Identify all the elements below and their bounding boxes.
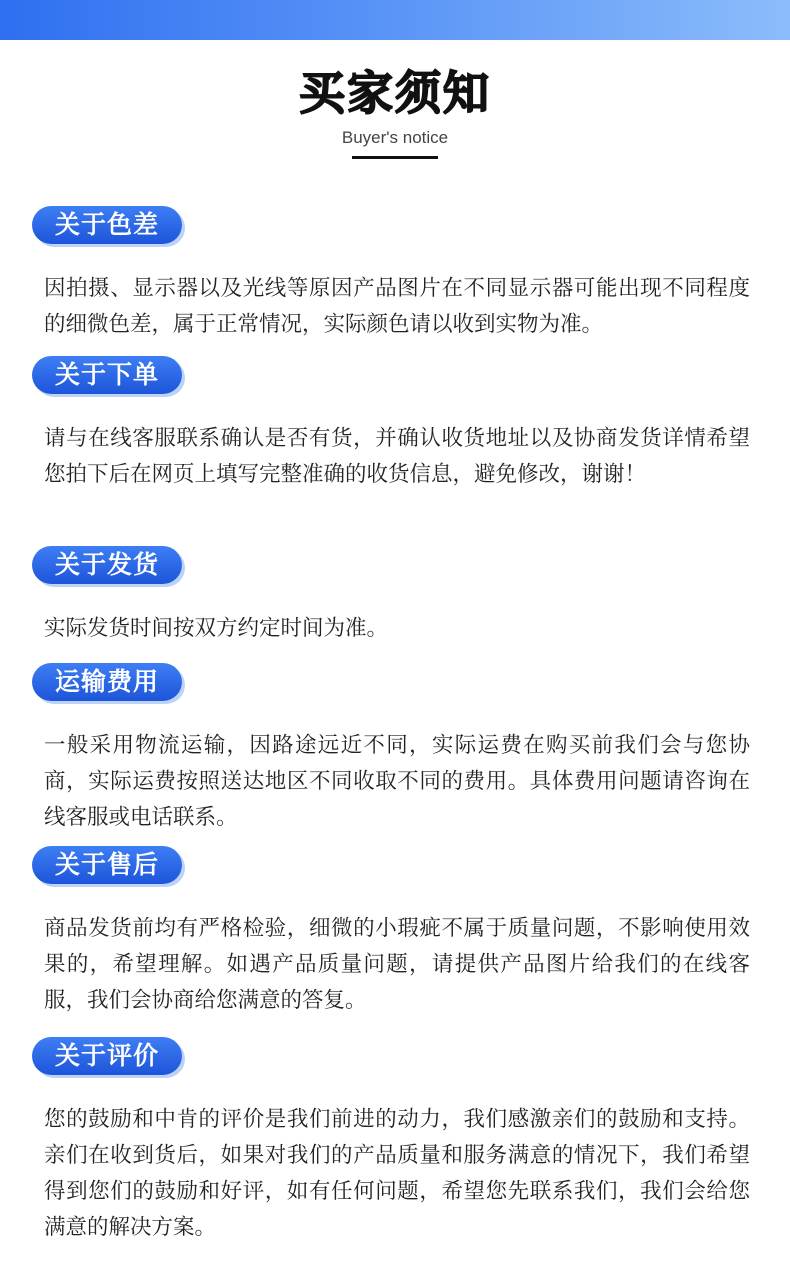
top-banner-bar bbox=[0, 0, 790, 40]
section-text-color-difference: 因拍摄、显示器以及光线等原因产品图片在不同显示器可能出现不同程度的细微色差，属于正常情况，实际颜色请以收到实物为准。 bbox=[44, 276, 750, 337]
page-title: 买家须知 bbox=[299, 66, 491, 120]
section-text-freight: 一般采用物流运输，因路途远近不同，实际运费在购买前我们会与您协商，实际运费按照送达地区不同收取不同的费用。具体费用问题请咨询在线客服或电话联系。 bbox=[44, 733, 750, 830]
section-text-reviews: 您的鼓励和中肯的评价是我们前进的动力，我们感激亲们的鼓励和支持。亲们在收到货后，如果对我们的产品质量和服务满意的情况下，我们希望得到您们的鼓励和好评，如有任何问题，希望您先联系我们，我们会给您满意的解决方案。 bbox=[44, 1107, 750, 1240]
section-badge-color-difference: 关于色差 bbox=[32, 206, 182, 244]
page-subtitle: Buyer's notice bbox=[341, 128, 449, 147]
section-text-ordering: 请与在线客服联系确认是否有货，并确认收货地址以及协商发货详情希望您拍下后在网页上填写完整准确的收货信息，避免修改，谢谢！ bbox=[44, 426, 750, 487]
section-badge-reviews: 关于评价 bbox=[32, 1037, 182, 1075]
section-badge-after-sales: 关于售后 bbox=[32, 846, 182, 884]
section-text-after-sales: 商品发货前均有严格检验，细微的小瑕疵不属于质量问题，不影响使用效果的，希望理解。如遇产品质量问题，请提供产品图片给我们的在线客服，我们会协商给您满意的答复。 bbox=[44, 916, 750, 1013]
section-badge-freight: 运输费用 bbox=[32, 663, 182, 701]
section-badge-shipping: 关于发货 bbox=[32, 546, 182, 584]
section-text-shipping: 实际发货时间按双方约定时间为准。 bbox=[44, 616, 389, 641]
notice-header bbox=[0, 60, 790, 159]
title-underline bbox=[352, 156, 438, 159]
section-badge-ordering: 关于下单 bbox=[32, 356, 182, 394]
